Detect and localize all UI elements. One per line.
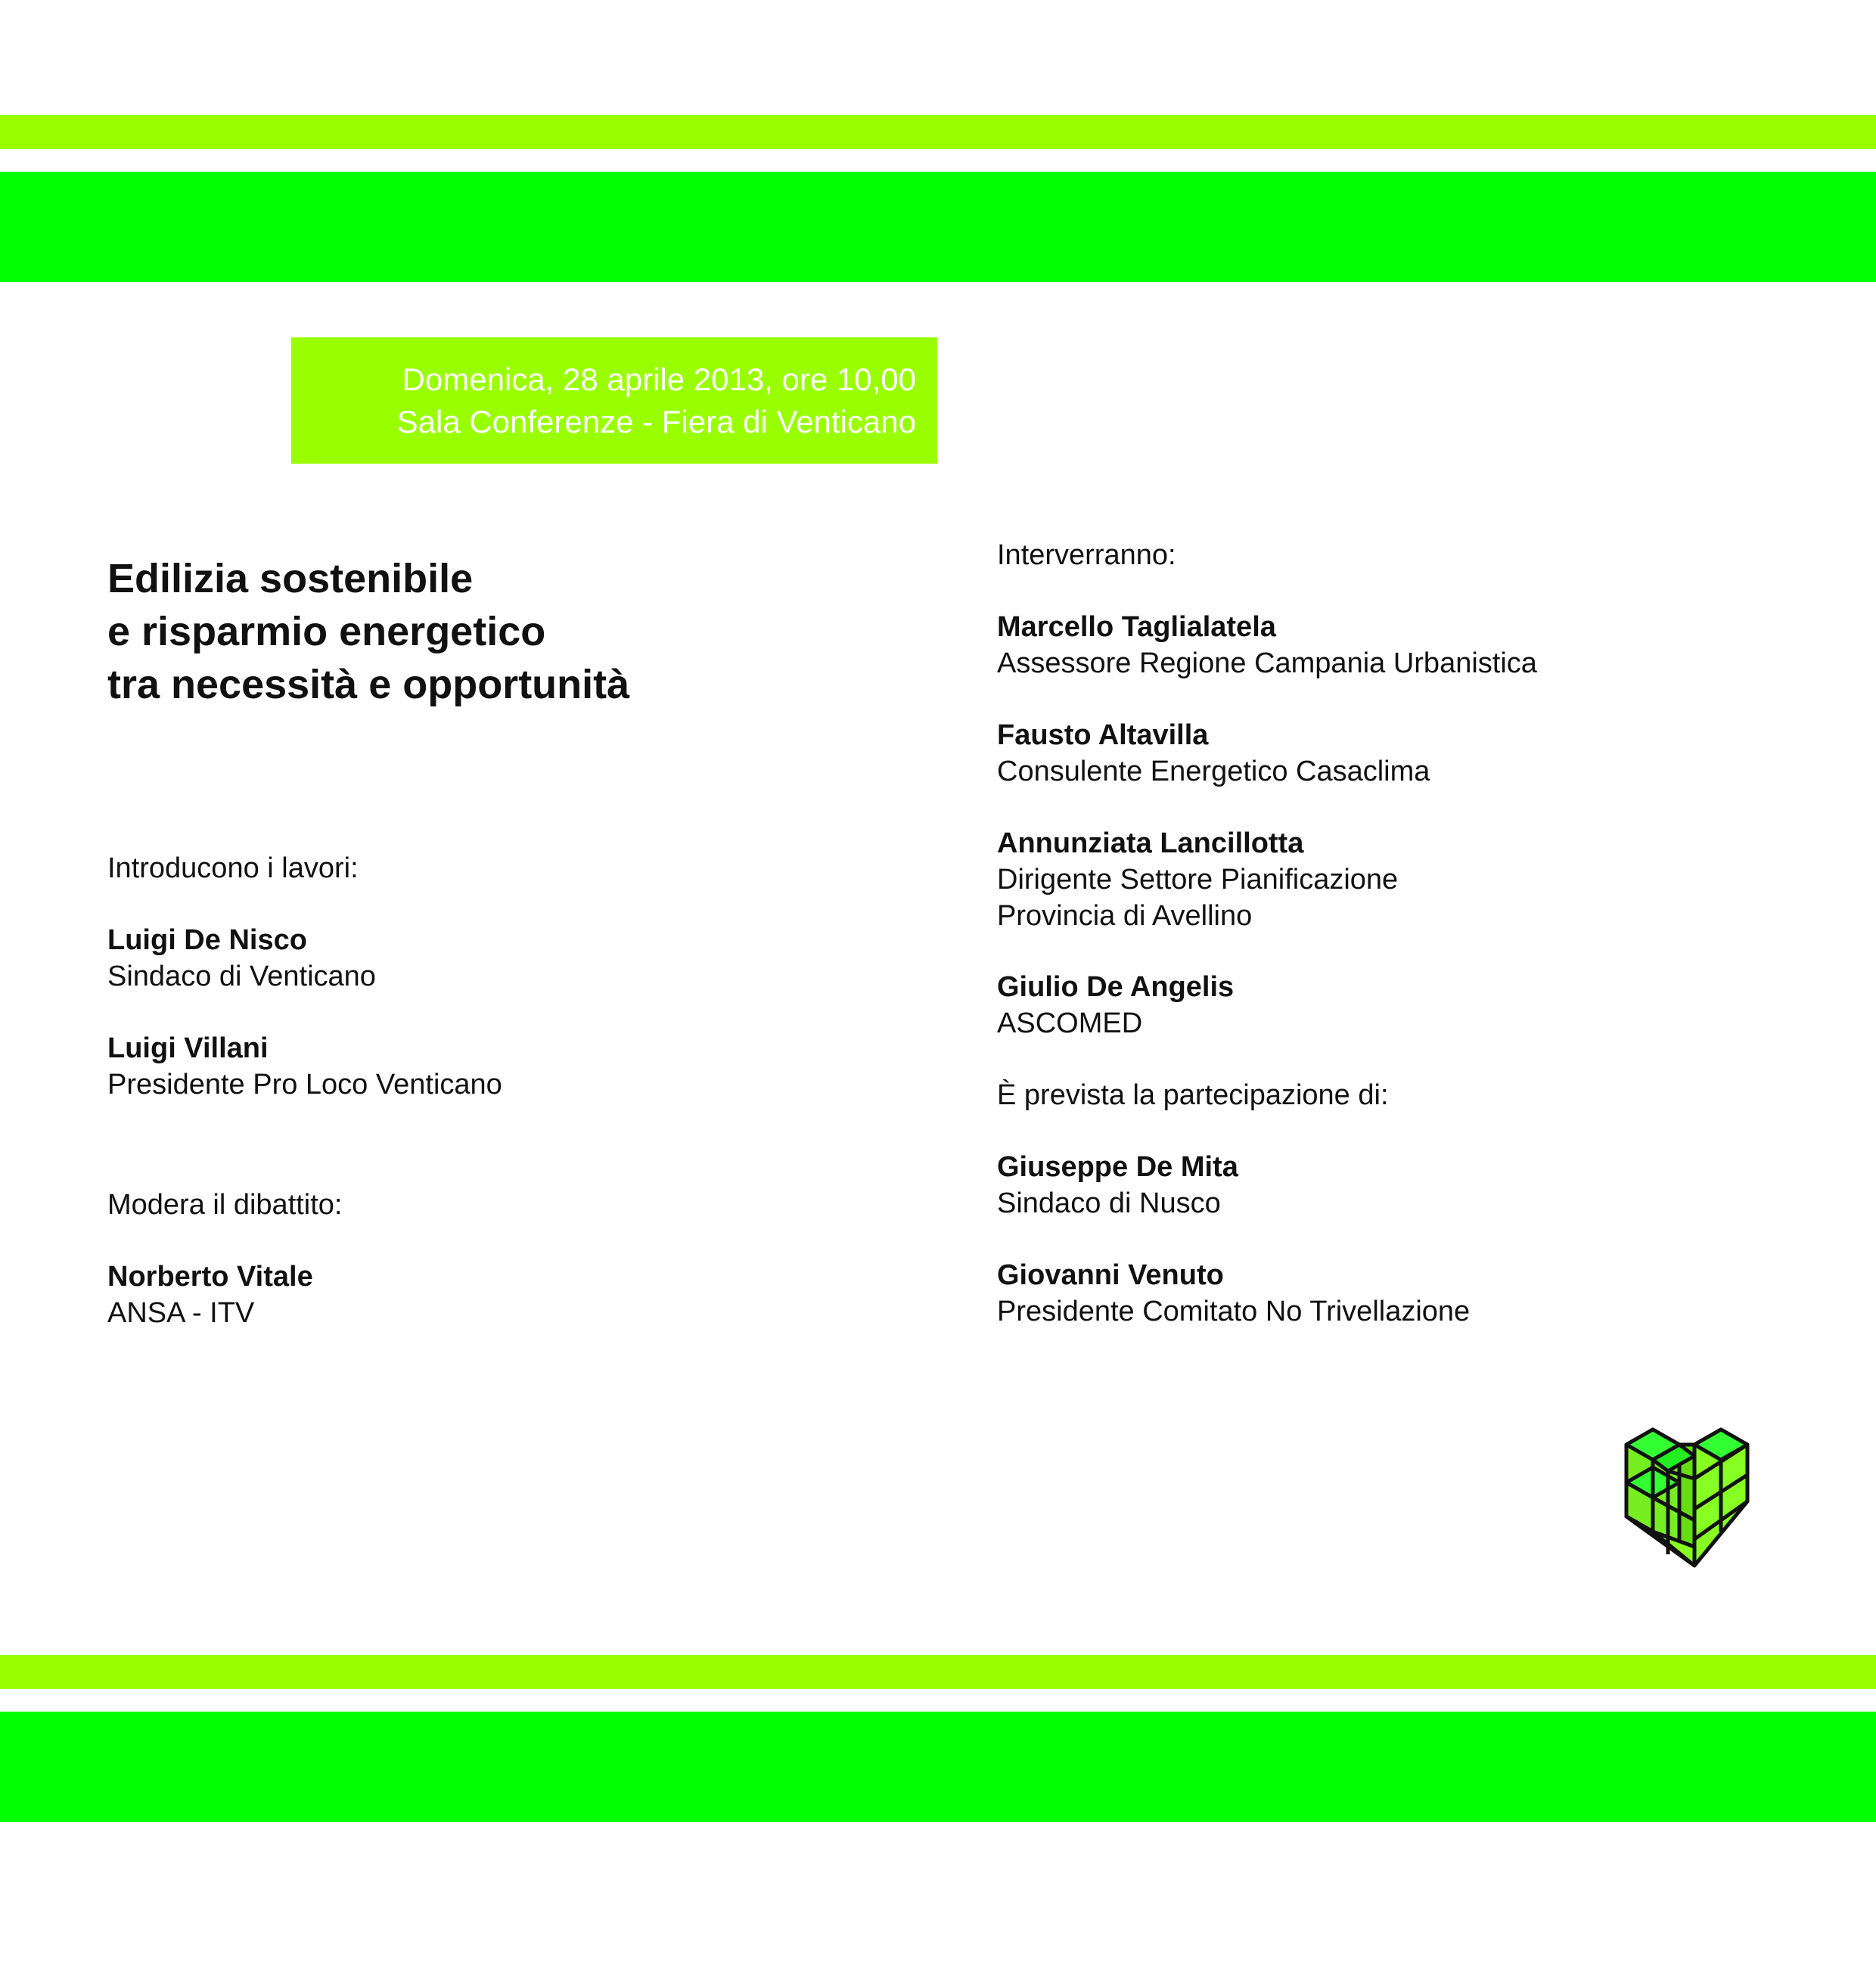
bottom-thin-band	[0, 1655, 1876, 1689]
participant-name: Giuseppe De Mita	[997, 1151, 1238, 1183]
speaker-name: Annunziata Lancillotta	[997, 827, 1304, 859]
intro-label: Introducono i lavori:	[107, 852, 359, 884]
speaker-block	[997, 717, 1430, 790]
moderator-role: ANSA - ITV	[107, 1297, 255, 1329]
speaker-role: Presidente Pro Loco Venticano	[107, 1069, 502, 1100]
participant-block	[997, 1149, 1238, 1222]
participation-label: È prevista la partecipazione di:	[997, 1079, 1389, 1111]
event-info-box	[291, 337, 937, 464]
participant-name: Giovanni Venuto	[997, 1259, 1224, 1291]
title-line-3: tra necessità e opportunità	[107, 662, 630, 707]
participant-role: Presidente Comitato No Trivellazione	[997, 1296, 1471, 1327]
bottom-thick-band	[0, 1712, 1876, 1822]
moderator-block	[107, 1259, 313, 1331]
speaker-name: Luigi Villani	[107, 1032, 269, 1064]
speaker-role: Sindaco di Venticano	[107, 961, 376, 992]
speaker-name: Marcello Taglialatela	[997, 611, 1276, 643]
title-line-1: Edilizia sostenibile	[107, 556, 474, 601]
speaker-role: Consulente Energetico Casaclima	[997, 756, 1430, 787]
speaker-name: Giulio De Angelis	[997, 971, 1235, 1003]
moderator-label: Modera il dibattito:	[107, 1189, 343, 1221]
speaker-block	[997, 609, 1537, 681]
top-thick-band	[0, 172, 1876, 282]
speaker-name: Luigi De Nisco	[107, 924, 307, 956]
event-venue: Sala Conferenze - Fiera di Venticano	[396, 404, 916, 439]
speaker-role: ASCOMED	[997, 1007, 1143, 1039]
top-thin-band	[0, 115, 1876, 149]
speaker-block	[997, 969, 1234, 1041]
speaker-block	[997, 825, 1398, 934]
event-date: Domenica, 28 aprile 2013, ore 10,00	[402, 362, 916, 397]
participant-block	[997, 1257, 1470, 1330]
title-line-2: e risparmio energetico	[107, 609, 546, 654]
participant-role: Sindaco di Nusco	[997, 1187, 1221, 1219]
speaker-name: Fausto Altavilla	[997, 719, 1209, 751]
moderator-name: Norberto Vitale	[107, 1261, 313, 1293]
speaker-role-line-2: Provincia di Avellino	[997, 900, 1253, 932]
speakers-label: Interverranno:	[997, 539, 1176, 571]
speaker-role: Dirigente Settore Pianificazione	[997, 864, 1399, 896]
green-cubes-logo-icon	[1619, 1414, 1770, 1573]
speaker-role: Assessore Regione Campania Urbanistica	[997, 647, 1537, 679]
speaker-block	[107, 1030, 502, 1103]
event-title	[107, 552, 629, 711]
speaker-block	[107, 922, 376, 995]
